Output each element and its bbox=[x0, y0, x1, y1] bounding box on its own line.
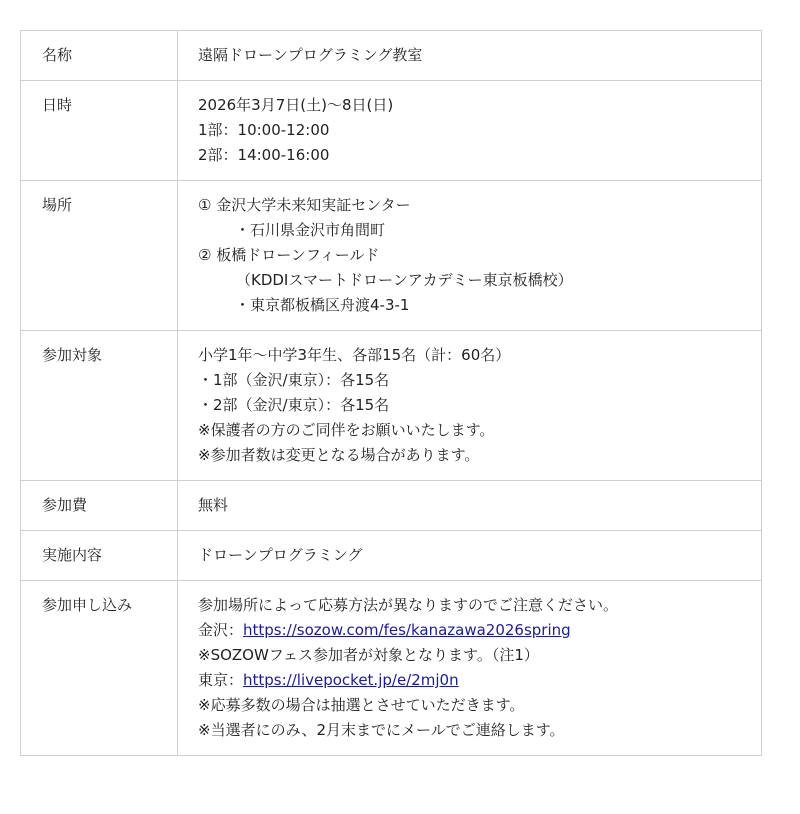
event-date: 2026年3月7日(土)〜8日(日) bbox=[198, 96, 394, 114]
apply-contact-note: ※当選者にのみ、2月末までにメールでご連絡します。 bbox=[198, 721, 565, 739]
row-label-content: 実施内容 bbox=[21, 531, 178, 581]
table-row-apply bbox=[21, 581, 762, 756]
target-part-2: ・2部（金沢/東京）：各15名 bbox=[198, 396, 390, 414]
table-row-content bbox=[21, 531, 762, 581]
row-value-apply bbox=[178, 581, 762, 756]
target-note-guardian: ※保護者の方のご同伴をお願いいたします。 bbox=[198, 421, 495, 439]
row-value-datetime bbox=[178, 81, 762, 181]
apply-kanazawa-line bbox=[198, 618, 751, 643]
content-value: ドローンプログラミング bbox=[198, 546, 363, 564]
apply-tokyo-prefix: 東京： bbox=[198, 671, 244, 689]
row-value-target bbox=[178, 331, 762, 481]
row-value-venue bbox=[178, 181, 762, 331]
row-value-name bbox=[178, 31, 762, 81]
row-label-target: 参加対象 bbox=[21, 331, 178, 481]
row-value-content bbox=[178, 531, 762, 581]
row-label-datetime: 日時 bbox=[21, 81, 178, 181]
table-row-datetime bbox=[21, 81, 762, 181]
table-row-target bbox=[21, 331, 762, 481]
session-1-time: 1部：10:00-12:00 bbox=[198, 121, 330, 139]
target-note-change: ※参加者数は変更となる場合があります。 bbox=[198, 446, 480, 464]
venue-2-name: ② 板橋ドローンフィールド bbox=[198, 246, 380, 264]
apply-lottery-note: ※応募多数の場合は抽選とさせていただきます。 bbox=[198, 696, 525, 714]
apply-tokyo-link[interactable]: https://livepocket.jp/e/2mj0n bbox=[243, 671, 459, 689]
table-row-name bbox=[21, 31, 762, 81]
row-label-apply: 参加申し込み bbox=[21, 581, 178, 756]
table-row-fee bbox=[21, 481, 762, 531]
fee-value: 無料 bbox=[198, 496, 229, 514]
target-part-1: ・1部（金沢/東京）：各15名 bbox=[198, 371, 390, 389]
row-value-fee bbox=[178, 481, 762, 531]
event-name: 遠隔ドローンプログラミング教室 bbox=[198, 46, 423, 64]
target-summary: 小学1年〜中学3年生、各部15名（計：60名） bbox=[198, 346, 511, 364]
apply-intro: 参加場所によって応募方法が異なりますのでご注意ください。 bbox=[198, 596, 619, 614]
row-label-venue: 場所 bbox=[21, 181, 178, 331]
apply-tokyo-line bbox=[198, 668, 751, 693]
venue-2-note: （KDDIスマートドローンアカデミー東京板橋校） bbox=[236, 271, 573, 289]
event-info-table bbox=[20, 30, 762, 756]
venue-2-address: ・東京都板橋区舟渡4-3-1 bbox=[235, 296, 410, 314]
session-2-time: 2部：14:00-16:00 bbox=[198, 146, 330, 164]
table-row-venue bbox=[21, 181, 762, 331]
apply-kanazawa-note: ※SOZOWフェス参加者が対象となります。（注1） bbox=[198, 646, 539, 664]
apply-kanazawa-link[interactable]: https://sozow.com/fes/kanazawa2026spring bbox=[243, 621, 571, 639]
row-label-name: 名称 bbox=[21, 31, 178, 81]
venue-1-address: ・石川県金沢市角間町 bbox=[235, 221, 386, 239]
row-label-fee: 参加費 bbox=[21, 481, 178, 531]
venue-1-name: ① 金沢大学未来知実証センター bbox=[198, 196, 411, 214]
apply-kanazawa-prefix: 金沢： bbox=[198, 621, 244, 639]
